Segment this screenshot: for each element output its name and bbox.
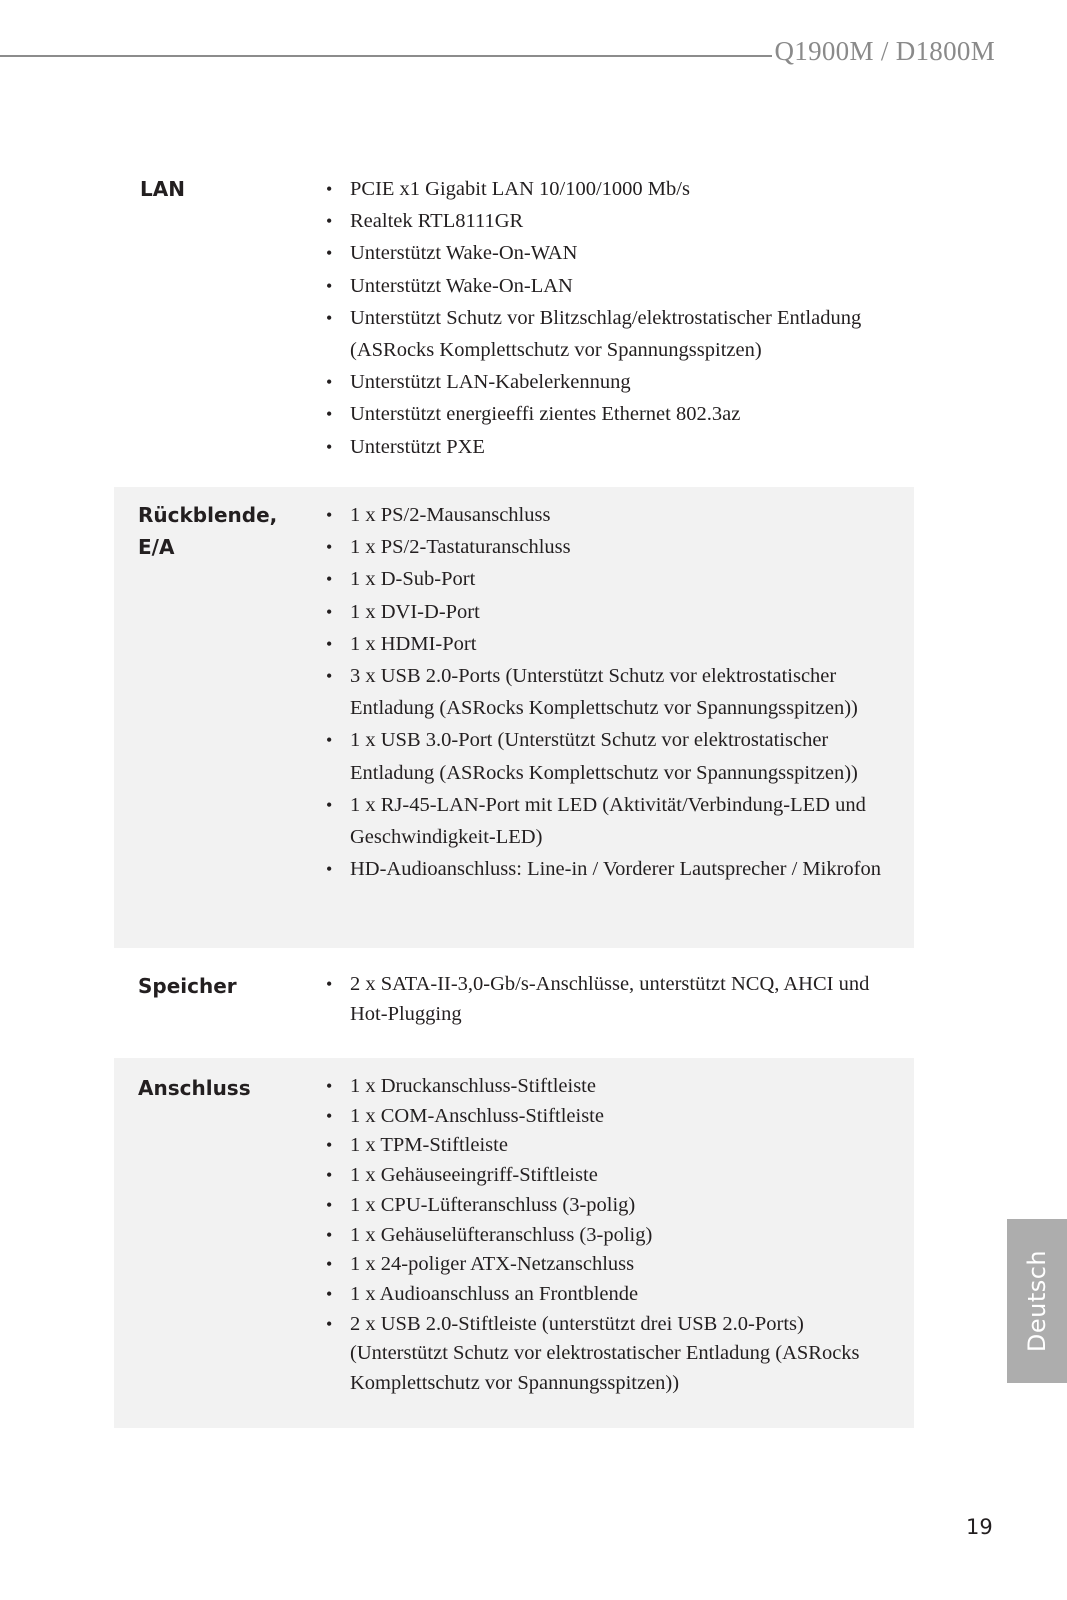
list-item: • PCIE x1 Gigabit LAN 10/100/1000 Mb/s — [324, 173, 899, 205]
spec-row-storage — [114, 970, 914, 1050]
list-item: • Unterstützt LAN-Kabelerkennung — [324, 366, 899, 398]
spec-list-rear-io — [324, 499, 899, 885]
list-item: • HD-Audioanschluss: Line-in / Vorderer Lautsprecher / Mikrofon — [324, 853, 899, 885]
list-item: • Unterstützt Wake-On-WAN — [324, 237, 899, 269]
spec-row-connector — [114, 1058, 914, 1428]
spec-label-line: Rückblende, — [138, 503, 278, 527]
list-item: • Unterstützt energieeffi zientes Ethernet 802.3az — [324, 398, 899, 430]
list-item: • 1 x D-Sub-Port — [324, 563, 899, 595]
list-item: • Realtek RTL8111GR — [324, 205, 899, 237]
list-item: • 1 x TPM-Stiftleiste — [324, 1131, 899, 1161]
spec-row-rear-io — [114, 487, 914, 948]
list-item: • 1 x HDMI-Port — [324, 628, 899, 660]
list-item: • 3 x USB 2.0-Ports (Unterstützt Schutz vor elektrostatischer Entladung (ASRocks Komplettschutz vor Spannungsspitzen)) — [324, 660, 899, 724]
language-side-tab — [1007, 1219, 1067, 1383]
list-item: • 1 x COM-Anschluss-Stiftleiste — [324, 1102, 899, 1132]
list-item: • 1 x Gehäuselüfteranschluss (3-polig) — [324, 1221, 899, 1251]
list-item: • 1 x 24-poliger ATX-Netzanschluss — [324, 1250, 899, 1280]
page-number: 19 — [966, 1515, 993, 1539]
spec-label-connector: Anschluss — [138, 1076, 251, 1100]
list-item: • 1 x CPU-Lüfteranschluss (3-polig) — [324, 1191, 899, 1221]
language-side-tab-label: Deutsch — [1023, 1249, 1051, 1353]
list-item: • 1 x DVI-D-Port — [324, 596, 899, 628]
spec-row-lan — [114, 173, 914, 479]
list-item: • 2 x USB 2.0-Stiftleiste (unterstützt drei USB 2.0-Ports) (Unterstützt Schutz vor elektrostatischer Entladung (ASRocks Komplettschutz vor Spannungsspitzen)) — [324, 1310, 899, 1399]
spec-label-line: E/A — [138, 535, 175, 559]
spec-label-storage: Speicher — [138, 974, 237, 998]
list-item: • 1 x Gehäuseeingriff-Stiftleiste — [324, 1161, 899, 1191]
list-item: • 1 x PS/2-Tastaturanschluss — [324, 531, 899, 563]
spec-list-storage — [324, 970, 899, 1029]
header-title: Q1900M / D1800M — [774, 36, 995, 66]
list-item: • Unterstützt PXE — [324, 431, 899, 463]
list-item: • Unterstützt Wake-On-LAN — [324, 270, 899, 302]
list-item: • Unterstützt Schutz vor Blitzschlag/elektrostatischer Entladung (ASRocks Komplettschutz vor Spannungsspitzen) — [324, 302, 899, 366]
spec-label-lan: LAN — [140, 177, 185, 201]
spec-list-connector — [324, 1072, 899, 1399]
spec-label-rear-io — [138, 499, 277, 563]
list-item: • 1 x Audioanschluss an Frontblende — [324, 1280, 899, 1310]
list-item: • 2 x SATA-II-3,0-Gb/s-Anschlüsse, unterstützt NCQ, AHCI und Hot-Plugging — [324, 970, 899, 1029]
list-item: • 1 x RJ-45-LAN-Port mit LED (Aktivität/Verbindung-LED und Geschwindigkeit-LED) — [324, 789, 899, 853]
spec-list-lan — [324, 173, 899, 463]
list-item: • 1 x USB 3.0-Port (Unterstützt Schutz vor elektrostatischer Entladung (ASRocks Komplettschutz vor Spannungsspitzen)) — [324, 724, 899, 788]
list-item: • 1 x PS/2-Mausanschluss — [324, 499, 899, 531]
header-rule — [0, 55, 772, 57]
list-item: • 1 x Druckanschluss-Stiftleiste — [324, 1072, 899, 1102]
